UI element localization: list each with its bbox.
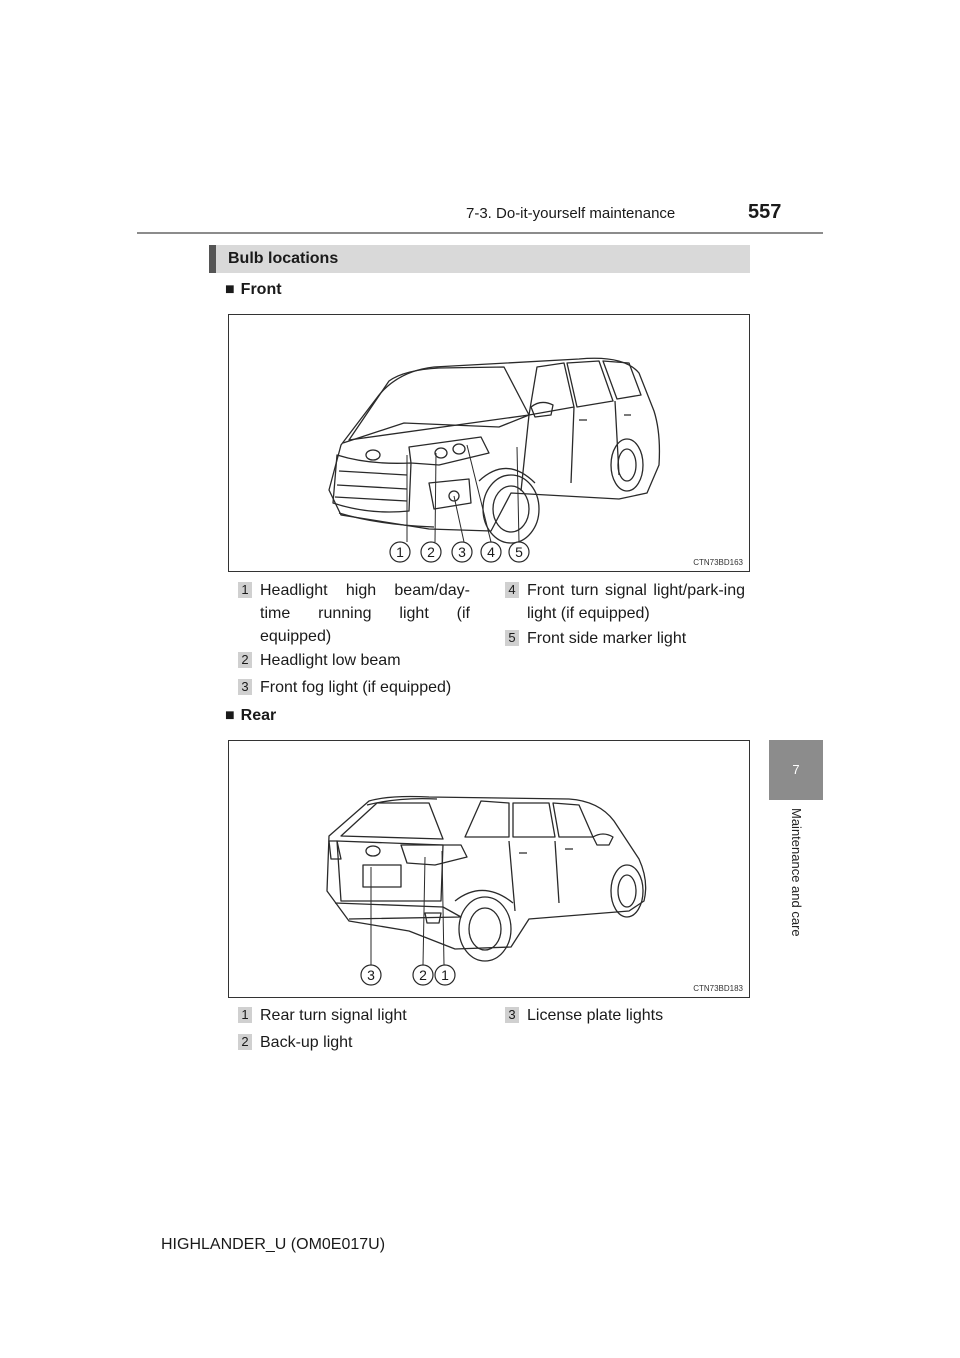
rear-heading — [225, 707, 276, 725]
item-number-badge: 4 — [505, 582, 519, 598]
rear-heading-label: Rear — [240, 707, 277, 724]
rear-callout-3 — [361, 965, 381, 985]
square-bullet-icon: ■ — [225, 281, 235, 298]
front-callout-4 — [481, 542, 501, 562]
front-figure-code: CTN73BD163 — [693, 558, 743, 567]
item-text: Front fog light (if equipped) — [260, 679, 452, 696]
svg-text:2: 2 — [427, 544, 435, 560]
item-number-badge: 1 — [238, 582, 252, 598]
footer-model-code: HIGHLANDER_U (OM0E017U) — [161, 1236, 386, 1253]
item-number-badge: 2 — [238, 1034, 252, 1050]
item-text: Headlight low beam — [260, 652, 401, 669]
item-number-badge: 5 — [505, 630, 519, 646]
item-text: Headlight high beam/day-time running light (if equipped) — [260, 582, 470, 645]
front-heading — [225, 281, 282, 299]
rear-vehicle-illustration — [229, 741, 749, 997]
svg-text:3: 3 — [458, 544, 466, 560]
svg-text:5: 5 — [515, 544, 523, 560]
item-text: License plate lights — [527, 1007, 664, 1024]
svg-text:1: 1 — [441, 967, 449, 983]
svg-text:2: 2 — [419, 967, 427, 983]
item-number-badge: 3 — [238, 679, 252, 695]
front-vehicle-illustration — [229, 315, 749, 571]
section-title: Bulb locations — [228, 250, 339, 267]
front-callout-1 — [390, 542, 410, 562]
item-number-badge: 3 — [505, 1007, 519, 1023]
front-callout-5 — [509, 542, 529, 562]
svg-text:1: 1 — [396, 544, 404, 560]
page-number: 557 — [748, 201, 782, 223]
svg-text:4: 4 — [487, 544, 495, 560]
item-number-badge: 1 — [238, 1007, 252, 1023]
front-heading-label: Front — [240, 281, 282, 298]
item-text: Rear turn signal light — [260, 1007, 407, 1024]
rear-callout-1 — [435, 965, 455, 985]
header-section-title: 7-3. Do-it-yourself maintenance — [466, 205, 676, 222]
header-rule — [137, 232, 823, 234]
front-callout-3 — [452, 542, 472, 562]
chapter-tab: 7 — [769, 740, 823, 800]
item-text: Back-up light — [260, 1034, 353, 1051]
rear-callout-2 — [413, 965, 433, 985]
square-bullet-icon: ■ — [225, 707, 235, 724]
item-number-badge: 2 — [238, 652, 252, 668]
svg-text:3: 3 — [367, 967, 375, 983]
rear-figure-code: CTN73BD183 — [693, 984, 743, 993]
rear-callouts — [361, 965, 455, 985]
item-text: Front turn signal light/park-ing light (if equipped) — [527, 582, 745, 622]
front-callout-2 — [421, 542, 441, 562]
section-title-bar — [209, 245, 750, 273]
front-callouts — [390, 542, 529, 562]
rear-vehicle-figure — [228, 740, 750, 998]
item-text: Front side marker light — [527, 630, 687, 647]
front-vehicle-figure — [228, 314, 750, 572]
chapter-side-label: Maintenance and care — [789, 808, 804, 937]
